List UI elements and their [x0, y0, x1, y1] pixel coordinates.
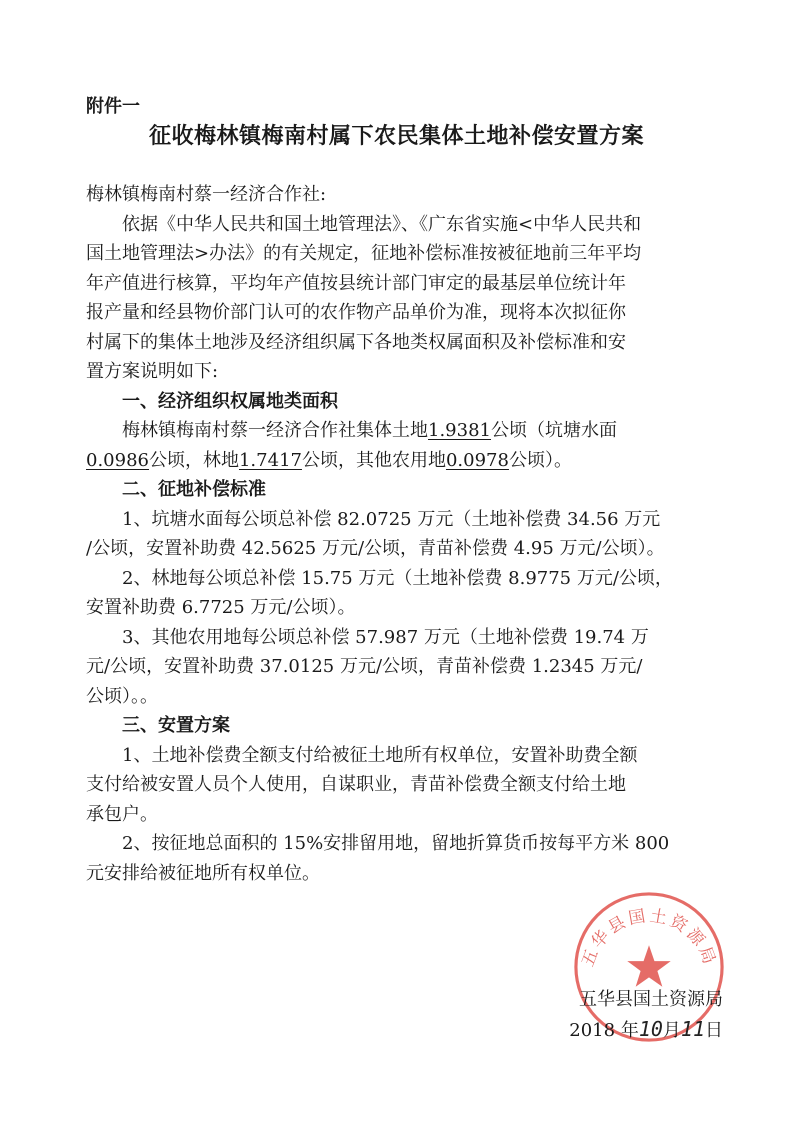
seal-star-icon [627, 945, 670, 986]
section1-text-b: 公顷（坑塘水面 [490, 420, 617, 441]
section2-item2-line-1: 2、林地每公顷总补偿 15.75 万元（土地补偿费 8.9775 万元/公顷， [122, 567, 673, 589]
signature-org: 五华县国土资源局 [579, 989, 723, 1010]
recipient: 梅林镇梅南村蔡一经济合作社: [86, 184, 327, 205]
section3-item1-line-3: 承包户。 [86, 803, 158, 825]
section2-item3-line-1: 3、其他农用地每公顷总补偿 57.987 万元（土地补偿费 19.74 万 [122, 626, 649, 648]
section1-line-1 [86, 416, 741, 446]
section3-item2-line-2: 元安排给被征地所有权单位。 [86, 862, 320, 884]
intro-line-1: 依据《中华人民共和国土地管理法》、《广东省实施<中华人民共和 [122, 213, 642, 235]
section1-line-2 [86, 446, 741, 476]
section2-item1-line-2: /公顷，安置补助费 42.5625 万元/公顷，青苗补偿费 4.95 万元/公顷）。 [86, 538, 665, 559]
section2-item3-line-2: 元/公顷，安置补助费 37.0125 万元/公顷，青苗补偿费 1.2345 万元/ [86, 656, 643, 677]
date-year-unit: 年 [620, 1020, 639, 1041]
section1-text-c: 公顷，林地 [148, 449, 239, 471]
date-day-unit: 日 [705, 1020, 723, 1041]
section3-heading: 三、安置方案 [122, 715, 230, 736]
section1-text-a: 梅林镇梅南村蔡一经济合作社集体土地 [122, 420, 428, 441]
intro-line-4: 报产量和经县物价部门认可的农作物产品单价为准，现将本次拟征你 [86, 302, 626, 323]
section1-heading: 一、经济组织权属地类面积 [122, 390, 338, 412]
intro-line-2: 国土地管理法>办法》的有关规定，征地补偿标准按被征地前三年平均 [86, 243, 642, 264]
intro-line-6: 置方案说明如下: [86, 361, 219, 382]
document-body [86, 180, 741, 888]
seal-text: 五华县国土资源局 [576, 904, 722, 970]
section3-item1-line-2: 支付给被安置人员个人使用，自谋职业，青苗补偿费全额支付给土地 [86, 774, 626, 795]
pond-area-value: 0.0986 [86, 449, 149, 471]
total-area-value: 1.9381 [428, 420, 491, 441]
other-area-value: 0.0978 [445, 449, 509, 471]
section2-item1-line-1: 1、坑塘水面每公顷总补偿 82.0725 万元（土地补偿费 34.56 万元 [122, 508, 661, 530]
section2-item3-line-3: 公顷）。。 [86, 685, 158, 707]
section2-heading: 二、征地补偿标准 [122, 479, 266, 500]
section1-text-d: 公顷，其他农用地 [301, 449, 446, 471]
section3-item1-line-1: 1、土地补偿费全额支付给被征土地所有权单位，安置补助费全额 [122, 744, 638, 766]
intro-line-3: 年产值进行核算，平均年产值按县统计部门审定的最基层单位统计年 [86, 272, 626, 294]
intro-line-5: 村属下的集体土地涉及经济组织属下各地类权属面积及补偿标准和安 [86, 331, 626, 353]
date-month-unit: 月 [662, 1020, 681, 1041]
signature-date [569, 1016, 723, 1042]
section2-item2-line-2: 安置补助费 6.7725 万元/公顷）。 [86, 597, 356, 618]
date-day: 11 [680, 1017, 705, 1041]
section1-text-e: 公顷）。 [508, 449, 572, 471]
annex-label: 附件一 [86, 96, 140, 117]
date-year: 2018 [569, 1020, 616, 1041]
document-title: 征收梅林镇梅南村属下农民集体土地补偿安置方案 [148, 124, 644, 149]
date-month: 10 [638, 1017, 663, 1041]
forest-area-value: 1.7417 [238, 449, 302, 471]
section3-item2-line-1: 2、按征地总面积的 15%安排留用地，留地折算货币按每平方米 800 [122, 833, 670, 854]
